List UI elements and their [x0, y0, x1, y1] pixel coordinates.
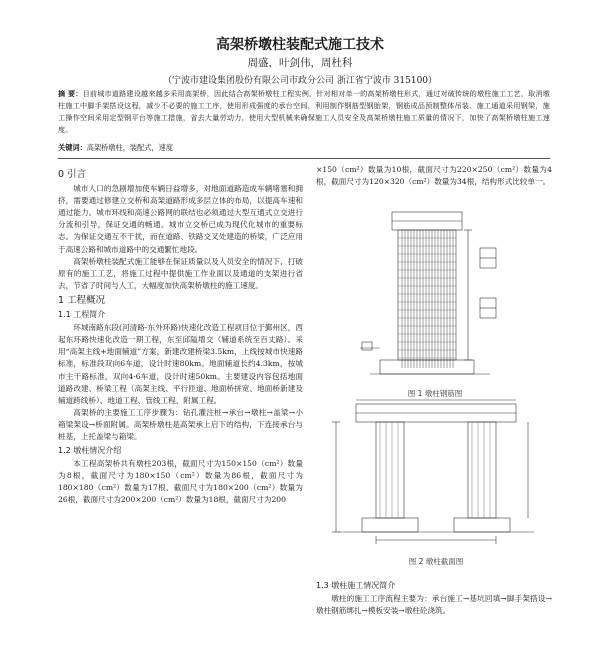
section-1-2-heading: 1.2 墩柱情况介绍 — [58, 446, 122, 456]
section-1-1-heading: 1.1 工程简介 — [58, 310, 106, 320]
left-column — [58, 166, 303, 507]
section-0-paragraph-2: 高架桥墩柱装配式施工能够在保证质量以及人员安全的情况下，打破原有的施工工艺，将施工过程中提供施工作业面以及通道的支架进行省去，节省了时间与人工，大幅度加快高架桥墩柱的施工速度。 — [58, 256, 303, 290]
right-column-bottom — [316, 578, 552, 617]
keywords — [58, 143, 550, 153]
abstract — [58, 88, 550, 136]
paper-authors: 周盛，叶剑伟，周杜科 — [247, 57, 353, 69]
paper-title: 高架桥墩柱装配式施工技术 — [216, 37, 384, 53]
figure-2-caption: 图 2 墩柱截面图 — [408, 557, 464, 566]
section-1-1-paragraph-2: 高架桥的主要施工工序步骤为：钻孔灌注桩→承台→墩柱→盖梁→小箱梁架设→桥面附属。高架桥墩柱是高架承上启下的结构，下连接承台与桩基，上托盖梁与箱梁。 — [58, 407, 303, 441]
keywords-label: 关键词： — [58, 143, 87, 152]
right-column-top — [316, 164, 552, 188]
section-0-heading: 0 引言 — [58, 169, 87, 180]
header-divider — [58, 158, 550, 159]
abstract-text: 目前城市道路建设越来越多采用高架桥，因此结合高架桥墩柱工程实例，针对相对单一的高架桥墩柱形式，通过对破传统的墩柱施工工艺，取消墩柱施工中脚手架搭设这程，减少不必要的施工工序，使用形成强度的承台空间，利用制作钢筋型钢胎架，钢筋成品预制整体吊装、施工通道采用钢梁，施工操作空间采用定型钢平台等施工措施，省去大量劳动力，使用大型机械来确保施工人员安全及高架桥墩柱施工质量的情况下，加快了高架桥墩柱施工速度。 — [58, 89, 550, 134]
figure-2-section-drawing — [328, 398, 544, 548]
section-1-2-continuation: ×150（cm²）数量为10根，截面尺寸为220×250（cm²）数量为4根，截面尺寸为120×320（cm²）数量为34根，结构形式比较单一。 — [316, 165, 552, 187]
keywords-text: 高架桥墩柱，装配式，速度 — [86, 143, 174, 152]
section-1-1-paragraph-1: 环城南路东段(河清路-东外环路)快速化改造工程项目位于鄞州区，西起东环路快速化改造一期工程，东至邱隘增交（辅道系统至百丈路）。采用“高架主线+地面辅道”方案，新建改建桥梁3.5km，上线按城市快速路标准，标准段双向6车道，设计时速80km。地面辅道长约4.3km，按城市主干路标准，双向4-6车道，设计时速50km。主要建设内容包括地面道路改建、桥梁工程（高架主线、平行匝道、地面桥拼宽、地面桥新建及辅道跨线桥）、地道工程、管线工程、附属工程。 — [58, 323, 303, 405]
section-1-3-paragraph-1: 墩柱的施工工序流程主要为：承台施工→基坑回填→脚手架搭设→墩柱钢筋绑扎→模板安装→墩柱砼浇筑。 — [316, 594, 552, 616]
section-1-2-paragraph-1: 本工程高架桥共有墩柱203根，截面尺寸为150×150（cm²）数量为8根，截面尺寸为180×150（cm²）数量为86根，截面尺寸为180×180（cm²）数量为17根，截面尺寸为180×200（cm²）数量为26根，截面尺寸为200×200（cm²）数量为18根，截面尺寸为200 — [58, 459, 303, 505]
section-1-3-heading: 1.3 墩柱施工情况简介 — [316, 581, 396, 590]
section-1-heading: 1 工程概况 — [58, 294, 106, 306]
paper-affiliation: （宁波市建设集团股份有限公司市政分公司 浙江省宁波市 315100） — [162, 76, 438, 86]
figure-1-caption: 图 1 墩柱钢筋图 — [407, 389, 463, 398]
section-0-paragraph-1: 城市人口的急剧增加使车辆日益增多，对地面道路造成车辆堵塞和拥挤，需要通过修建立交桥和高架道路形成多层立体的布局，以提高车速和通过能力。城市环线和高速公路网的联结也必须通过大型互通式立交进行分流和引导，保证交通的畅通。城市立交桥已成为现代化城市的重要标志。为保证交通互不干扰，而在道路、铁路交叉处建造的桥梁，广泛应用于高速公路和城市道路中的交通繁忙地段。 — [58, 184, 303, 254]
abstract-label: 摘 要： — [58, 89, 83, 98]
figure-1-rebar-drawing — [340, 208, 530, 382]
